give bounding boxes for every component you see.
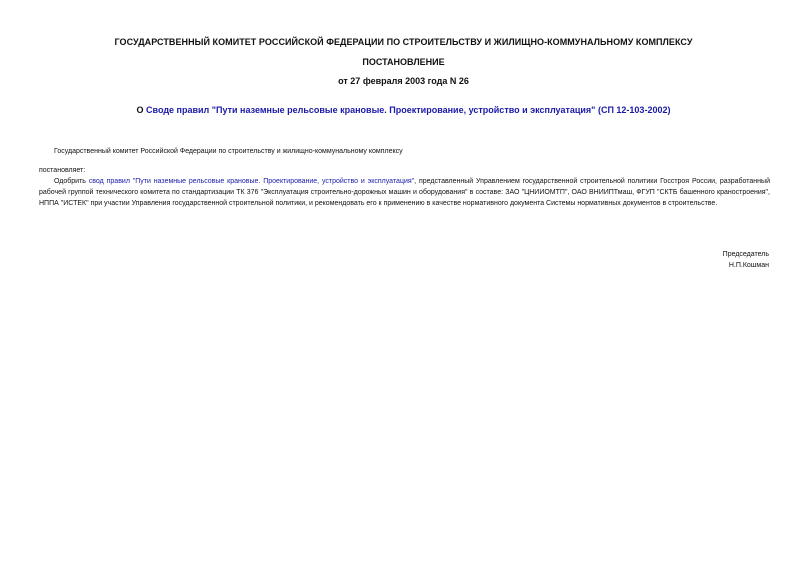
document-type-heading: ПОСТАНОВЛЕНИЕ [362,57,445,67]
intro-text: Государственный комитет Российской Федерации по строительству и жилищно-коммунальному комплексу [54,148,403,155]
decree-text: постановляет: [39,167,86,174]
signature-title: Председатель [722,251,769,258]
main-paragraph [39,176,770,220]
paragraph-rest: , представленный Управлением государственной строительной политики Госстроя России, разработанный рабочей группой технического комитета по стандартизации ТК 376 "Эксплуатация строительно-дорожных машин и оборудования" в составе: ЗАО "ЦНИИОМТП", ОАО ВНИИПТмаш, ФГУП "СКТБ башенного краностроения", НППА "ИСТЕК" при участии Управления государственной строительной политики, и рекомендовать его к применению в качестве нормативного документа Системы нормативных документов в строительстве. [39,178,770,207]
date-number-heading: от 27 февраля 2003 года N 26 [338,76,469,86]
subject-prefix: О [136,105,147,115]
committee-heading: ГОСУДАРСТВЕННЫЙ КОМИТЕТ РОССИЙСКОЙ ФЕДЕРАЦИИ ПО СТРОИТЕЛЬСТВУ И ЖИЛИЩНО-КОММУНАЛЬНОМУ КОМПЛЕКСУ [114,37,693,47]
subject-heading [0,105,807,115]
subject-link[interactable]: Своде правил "Пути наземные рельсовые крановые. Проектирование, устройство и эксплуатация" (СП 12-103-2002) [146,105,671,115]
paragraph-link[interactable]: свод правил "Пути наземные рельсовые крановые. Проектирование, устройство и эксплуатация" [88,178,415,185]
paragraph-start: Одобрить [54,178,89,185]
signature-name: Н.П.Кошман [728,262,769,269]
